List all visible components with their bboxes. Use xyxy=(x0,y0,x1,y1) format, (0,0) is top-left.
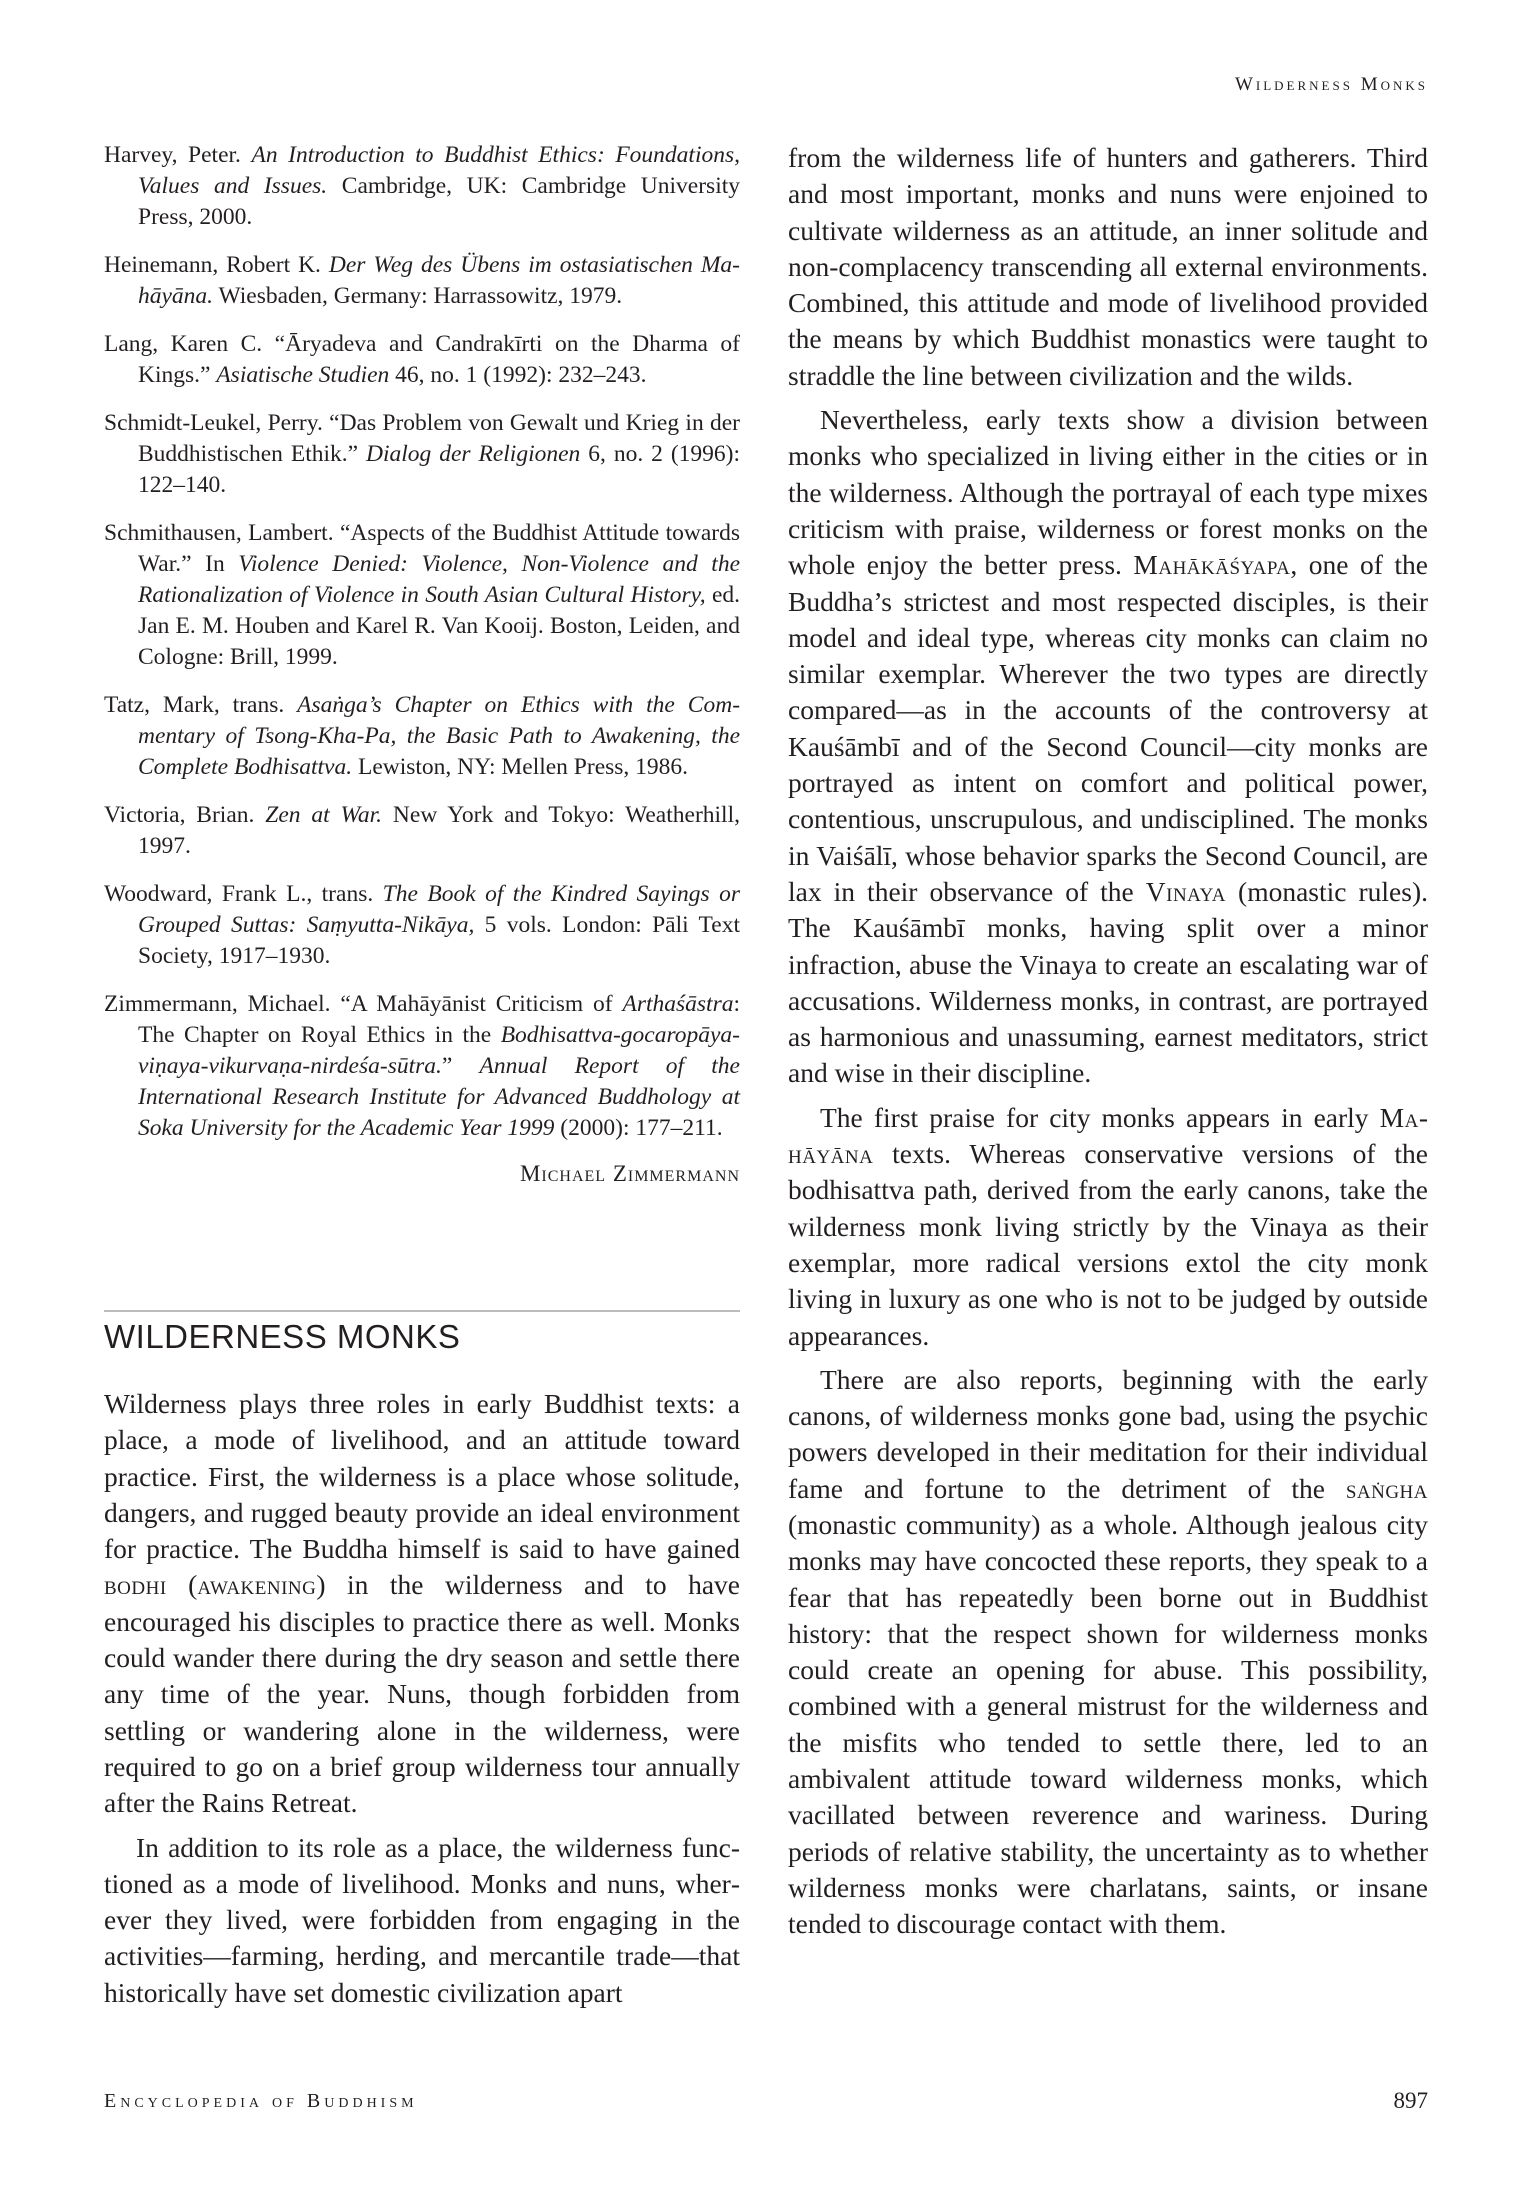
body-paragraph xyxy=(788,1100,1428,1354)
text: Harvey, Peter. xyxy=(104,142,252,168)
section-title: WILDERNESS MONKS xyxy=(104,1318,461,1355)
text: ) in the wilderness and to have encouraged his disciples to practice there as well. Monks could wander there during the dry season and settle there any time of the year. Nuns, though forbidden from settling or wandering alone in the wilderness, were required to go on a brief group wilderness tour annually after the Rains Retreat. xyxy=(104,1569,740,1819)
text: Nevertheless, early texts show a division between monks who specialized in living either in the cities or in the wilderness. Although the portrayal of each type mixes criticism with praise, wilderness or forest monks on the whole enjoy the better press. xyxy=(788,404,1428,581)
text: (monastic rules). The Kauśāmbī monks, having split over a minor infraction, abuse the Vinaya to create an escalating war of accusations. Wilderness monks, in contrast, are portrayed as harmonious and unassuming, earnest meditators, strict and wise in their discipline. xyxy=(788,875,1428,1089)
cross-reference: Mahāyāna xyxy=(788,1101,1428,1170)
body-paragraph xyxy=(788,1362,1428,1943)
running-head: Wilderness Monks xyxy=(1234,74,1428,95)
author-signature: Michael Zimmermann xyxy=(519,1161,740,1186)
bibliography-entry xyxy=(104,989,740,1144)
cross-reference: Mahākāśyapa xyxy=(1133,549,1291,581)
text: Schmithausen, Lambert. “Aspects of the Buddhist Attitude towards War.” In xyxy=(104,520,740,577)
text: ( xyxy=(166,1569,198,1601)
text: In addition to its role as a place, the wilderness functioned as a mode of livelihood. Monks and nuns, wherever they lived, were forbidden from engaging in the activities—farming, herding, and mercantile trade—that historically have set domestic civilization apart xyxy=(104,1831,740,2008)
cross-reference: saṅgha xyxy=(1345,1472,1428,1504)
text: Wiesbaden, Germany: Harrassowitz, 1979. xyxy=(213,283,623,309)
page-number: 897 xyxy=(1393,2088,1428,2113)
right-body-column xyxy=(788,140,1428,1951)
bibliography-column xyxy=(104,140,740,1187)
text: Lewiston, NY: Mellen Press, 1986. xyxy=(352,754,689,780)
section-divider xyxy=(104,1310,740,1312)
italic-text: Arthaśāstra xyxy=(622,991,734,1017)
text: New York and Tokyo: Weatherhill, 1997. xyxy=(138,802,740,859)
italic-text: Der Weg des Übens im ostasiatischen Mahāyāna. xyxy=(138,252,740,309)
text: The first praise for city monks appears in early xyxy=(820,1101,1380,1133)
text: (2000): 177–211. xyxy=(554,1115,723,1141)
text: , one of the Buddha’s strictest and most respected disciples, is their model and ideal type, whereas city monks can claim no similar exemplar. Wherever the two types are directly compared—as in the accounts of the controversy at Kauśāmbī and of the Second Council—city monks are portrayed as intent on comfort and political power, contentious, unscrupulous, and undisciplined. The monks in Vaiśālī, whose behavior sparks the Second Council, are lax in their observance of the xyxy=(788,549,1428,907)
italic-text: Asaṅga’s Chapter on Ethics with the Commentary of Tsong-Kha-Pa, the Basic Path to Awakening, the Complete Bodhisattva. xyxy=(138,692,741,780)
bibliography-entry xyxy=(104,250,740,312)
italic-text: Asiatische Studien xyxy=(216,362,390,388)
italic-text: Dialog der Religionen xyxy=(366,441,581,467)
cross-reference: Vinaya xyxy=(1145,875,1226,907)
text: Lang, Karen C. “Āryadeva and Candrakīrti on the Dharma of Kings.” xyxy=(104,331,740,388)
text: 46, no. 1 (1992): 232–243. xyxy=(389,362,647,388)
bibliography-entry xyxy=(104,408,740,501)
cross-reference: bodhi xyxy=(104,1569,167,1601)
bibliography-entry xyxy=(104,800,740,862)
bibliography-entry xyxy=(104,690,740,783)
text: (monastic community) as a whole. Although jealous city monks may have concocted these reports, they speak to a fear that has repeatedly been borne out in Buddhist history: that the respect shown for wilderness monks could create an opening for abuse. This possibility, combined with a general mistrust for the wilderness and the misfits who tended to settle there, led to an ambivalent attitude toward wilderness monks, which vacillated between reverence and wariness. During periods of relative stability, the uncertainty as to whether wilderness monks were charlatans, saints, or insane tended to discourage contact with them. xyxy=(788,1508,1428,1940)
italic-text: An Introduction to Buddhist Ethics: Foundations, Values and Issues. xyxy=(138,142,740,199)
body-paragraph xyxy=(788,402,1428,1092)
bibliography-entry xyxy=(104,329,740,391)
text: Heinemann, Robert K. xyxy=(104,252,329,278)
bibliography-entry xyxy=(104,879,740,972)
text: Zimmermann, Michael. “A Mahāyānist Criticism of xyxy=(104,991,623,1017)
text: texts. Whereas conservative versions of the bodhisattva path, derived from the early canons, take the wilderness monk living strictly by the Vinaya as their exemplar, more radical versions extol the city monk living in luxury as one who is not to be judged by outside appearances. xyxy=(788,1138,1428,1351)
cross-reference: awakening xyxy=(197,1569,317,1601)
text: Woodward, Frank L., trans. xyxy=(104,881,383,907)
text: Tatz, Mark, trans. xyxy=(104,692,298,718)
text: ” xyxy=(441,1053,480,1079)
left-body-column xyxy=(104,1386,740,2019)
body-paragraph xyxy=(104,1386,740,1822)
text: : The Chapter on Royal Ethics in the xyxy=(138,991,740,1048)
text: There are also reports, beginning with the early canons, of wilderness monks gone bad, using the psychic powers developed in their meditation for their individual fame and fortune to the detriment of the xyxy=(788,1363,1428,1504)
text: from the wilderness life of hunters and gatherers. Third and most important, monks and nuns were enjoined to cultivate wilderness as an attitude, an inner solitude and non-complacency transcending all external environments. Combined, this attitude and mode of livelihood provided the means by which Buddhist monastics were taught to straddle the line between civilization and the wilds. xyxy=(788,142,1428,391)
text: Cambridge, UK: Cambridge University Press, 2000. xyxy=(138,173,740,230)
italic-text: Bodhisattva-gocaropāya-viṇaya-vikurvaṇa-nirdeśa-sūtra. xyxy=(138,1022,740,1079)
text: ed. Jan E. M. Houben and Karel R. Van Kooij. Boston, Leiden, and Cologne: Brill, 1999. xyxy=(138,582,740,670)
text: 6, no. 2 (1996): 122–140. xyxy=(138,441,740,498)
bibliography-entry xyxy=(104,140,740,233)
text: Schmidt-Leukel, Perry. “Das Problem von Gewalt und Krieg in der Buddhistischen Ethik.” xyxy=(104,410,740,467)
italic-text: Zen at War. xyxy=(265,802,383,828)
text: 5 vols. London: Pāli Text Society, 1917–1930. xyxy=(138,912,740,969)
italic-text: The Book of the Kindred Sayings or Grouped Suttas: Saṃyutta-Nikāya, xyxy=(138,881,740,938)
text: Victoria, Brian. xyxy=(104,802,266,828)
bibliography-entry xyxy=(104,518,740,673)
text: Wilderness plays three roles in early Buddhist texts: a place, a mode of livelihood, and an attitude toward practice. First, the wilderness is a place whose solitude, dangers, and rugged beauty provide an ideal environment for practice. The Buddha himself is said to have gained xyxy=(104,1388,740,1565)
body-paragraph xyxy=(788,140,1428,394)
body-paragraph xyxy=(104,1830,740,2011)
italic-text: Annual Report of the International Research Institute for Advanced Buddhology at Soka University for the Academic Year 1999 xyxy=(138,1053,740,1141)
italic-text: Violence Denied: Violence, Non-Violence and the Rationalization of Violence in South Asian Cultural History, xyxy=(138,551,741,608)
footer-book-title: Encyclopedia of Buddhism xyxy=(104,2090,418,2112)
bibliography-list xyxy=(104,140,740,1144)
